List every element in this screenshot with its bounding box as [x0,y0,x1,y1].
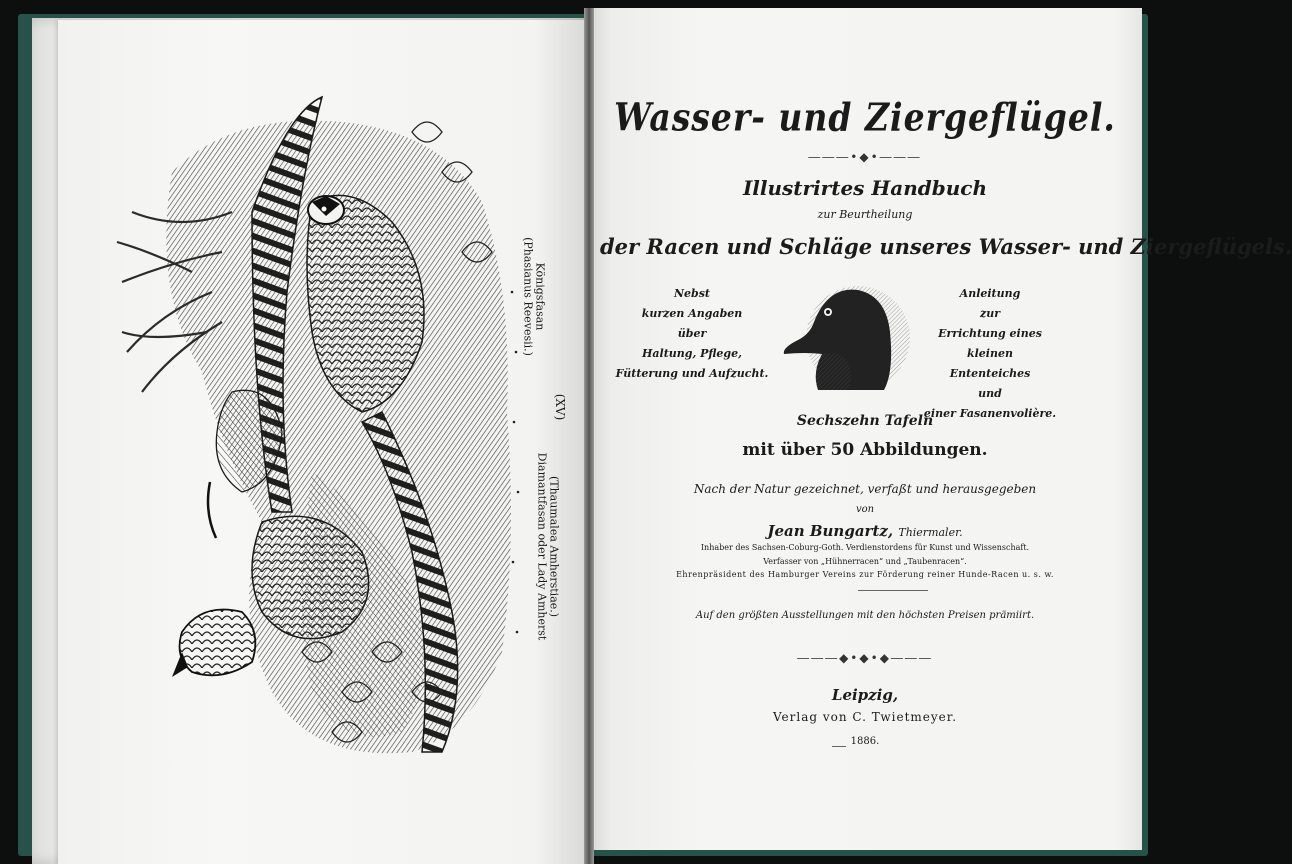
ornament-divider: ―――•◆•――― [808,150,922,164]
subtitle-racen: der Racen und Schläge unseres Wasser- und Ziergeflügels. [600,234,1292,259]
right-col-line: und [978,387,1002,400]
right-column-text [915,284,1065,424]
author-name [600,522,1130,540]
publisher-name: Verlag von C. Twietmeyer. [772,710,958,724]
illustrations-count: mit über 50 Abbildungen. [742,440,988,460]
left-col-line: Fütterung und Aufzucht. [615,367,769,380]
left-col-line: über [677,327,707,340]
author-credit-line: Nach der Natur gezeichnet, verfaßt und herausgegeben [693,482,1037,496]
author-verfasser: Verfasser von „Hühnerracen“ und „Taubenracen“. [763,557,967,566]
plate-caption-koenigsfasan: Königsfasan [533,262,547,331]
publication-year: 1886. [850,736,880,747]
author-name-text: Jean Bungartz, [767,522,894,540]
plate-caption-koenigsfasan-latin: (Phasianus Reevesii.) [521,237,535,356]
rule-small [832,746,846,747]
right-col-line: Errichtung eines kleinen [938,327,1042,360]
plates-count: Sechszehn Tafeln [796,413,934,429]
left-col-line: kurzen Angaben [641,307,743,320]
publisher-city: Leipzig, [831,686,899,704]
plate-caption-diamantfasan-latin: (Thaumalea Amherstiae.) [547,475,561,618]
pheasant-engraving [112,92,526,762]
book-title: Wasser- und Ziergeflügel. [614,95,1116,140]
author-role: Thiermaler. [898,526,963,539]
author-ehrenpraesident: Ehrenpräsident des Hamburger Vereins zur Förderung reiner Hunde-Racen u. s. w. [676,570,1054,579]
left-col-line: Haltung, Pflege, [642,347,742,360]
left-col-line: Nebst [673,287,711,300]
von-line: von [855,504,875,515]
plate-number: (XV) [553,393,567,421]
subtitle-handbuch: Illustrirtes Handbuch [742,176,988,200]
duck-head-vignette [778,282,912,394]
right-col-line: zur [979,307,1001,320]
right-col-line: einer Fasanenvolière. [923,407,1057,420]
awards-line: Auf den größten Ausstellungen mit den höchsten Preisen prämiirt. [695,610,1035,621]
left-column-text [612,284,772,384]
right-col-line: Anleitung [959,287,1021,300]
subtitle-beurtheilung: zur Beurtheilung [817,208,913,221]
rule-divider [858,590,928,591]
author-inhaber: Inhaber des Sachsen-Coburg-Goth. Verdienstordens für Kunst und Wissenschaft. [700,543,1030,552]
ornament-divider-2: ―――◆•◆•◆――― [797,651,933,665]
book-gutter [584,8,594,864]
right-col-line: Ententeiches [949,367,1031,380]
plate-caption-diamantfasan: Diamantfasan oder Lady Amherst [535,452,549,641]
